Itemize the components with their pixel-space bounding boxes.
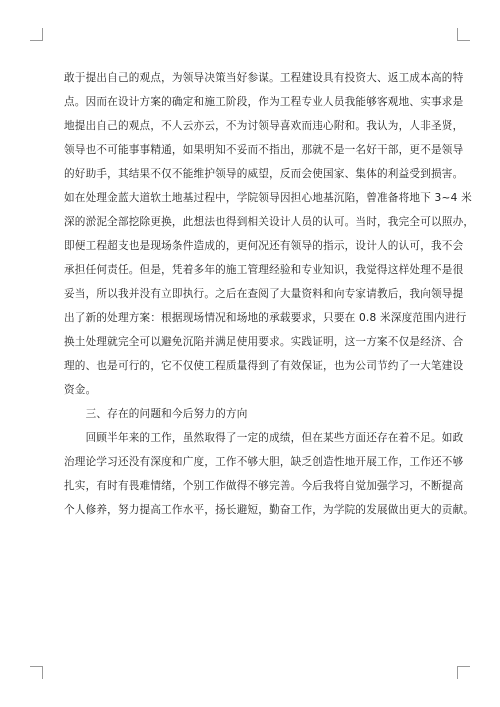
text-line: 资金。 — [64, 384, 97, 396]
text-line: 扎实，有时有畏难情绪，个别工作做得不够完善。今后我将自觉加强学习，不断提高 — [64, 480, 464, 492]
text-line: 的好助手，其结果不仅不能维护领导的威望，反而会使国家、集体的利益受到损害。 — [64, 168, 464, 180]
text-line: 个人修养，努力提高工作水平，扬长避短，勤奋工作，为学院的发展做出更大的贡献。 — [64, 504, 475, 516]
crop-mark-top-right — [457, 28, 470, 41]
text-line: 治理论学习还没有深度和广度，工作不够大胆，缺乏创造性地开展工作，工作还不够 — [64, 456, 464, 468]
text-line: 换土处理就完全可以避免沉陷并满足使用要求。实践证明，这一方案不仅是经济、合 — [64, 336, 464, 348]
text-line: 理的、也是可行的，它不仅使工程质量得到了有效保证，也为公司节约了一大笔建设 — [64, 360, 464, 372]
text-line: 回顾半年来的工作，虽然取得了一定的成绩，但在某些方面还存在着不足。如政 — [64, 432, 464, 444]
text-line: 如在处理金蓝大道软土地基过程中，学院领导因担心地基沉陷，曾准备将地下 3~4 米 — [64, 192, 472, 204]
text-line: 即便工程超支也是现场条件造成的，更何况还有领导的指示，设计人的认可，我不会 — [64, 240, 464, 252]
crop-mark-top-left — [30, 28, 43, 41]
text-line: 点。因而在设计方案的确定和施工阶段，作为工程专业人员我能够客观地、实事求是 — [64, 96, 464, 108]
text-line: 深的淤泥全部挖除更换，此想法也得到相关设计人员的认可。当时，我完全可以照办， — [64, 216, 475, 228]
text-line: 领导也不可能事事精通，如果明知不妥而不指出，那就不是一名好干部，更不是领导 — [64, 144, 464, 156]
text-line: 敢于提出自己的观点，为领导决策当好参谋。工程建设具有投资大、返工成本高的特 — [64, 72, 464, 84]
text-line: 承担任何责任。但是，凭着多年的施工管理经验和专业知识，我觉得这样处理不是很 — [64, 264, 464, 276]
text-line: 地提出自己的观点，不人云亦云，不为讨领导喜欢而违心附和。我认为，人非圣贤， — [64, 120, 464, 132]
text-line: 出了新的处理方案：根据现场情况和场地的承载要求，只要在 0.8 米深度范围内进行 — [64, 312, 467, 324]
section-heading: 三、存在的问题和今后努力的方向 — [64, 408, 248, 420]
document-page — [64, 66, 475, 522]
crop-mark-bottom-left — [30, 666, 43, 679]
crop-mark-bottom-right — [457, 666, 470, 679]
text-line: 妥当，所以我并没有立即执行。之后在查阅了大量资料和向专家请教后，我向领导提 — [64, 288, 464, 300]
